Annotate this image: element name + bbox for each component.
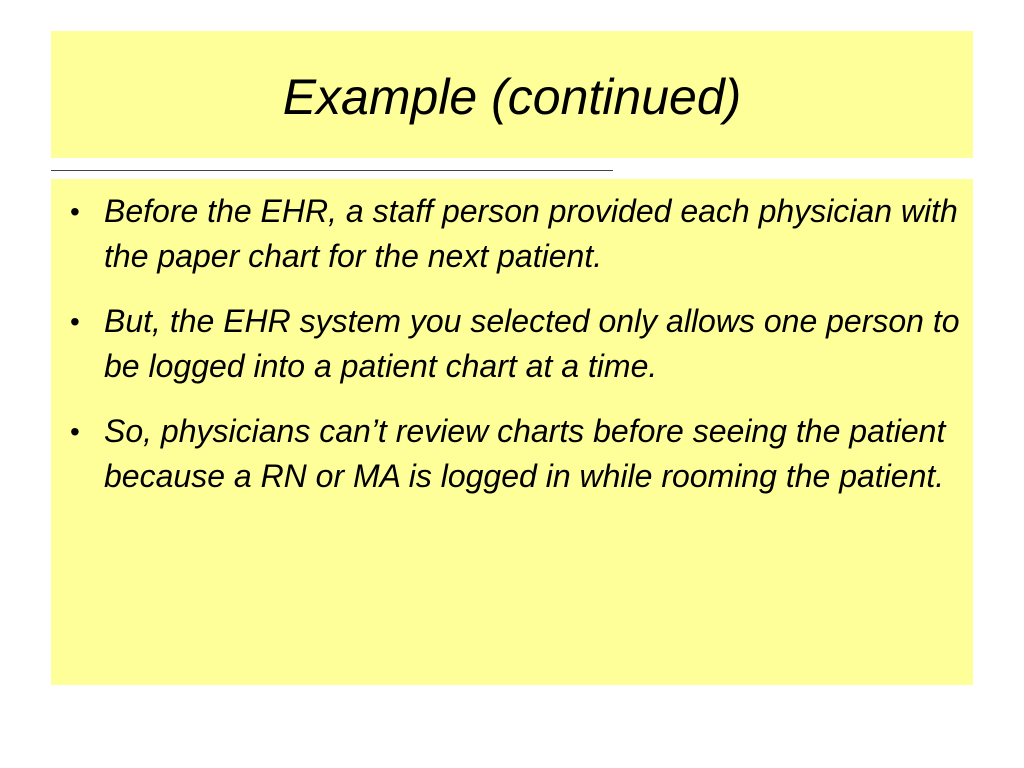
bullet-icon: • [70,306,80,337]
bullet-item [62,409,962,499]
bullet-icon: • [70,416,80,447]
bullet-icon: • [70,196,80,227]
bullet-text: But, the EHR system you selected only allows one person to be logged into a patient chart at a time. [104,303,960,384]
bullet-text: Before the EHR, a staff person provided each physician with the paper chart for the next patient. [104,193,958,274]
content-box [51,179,973,685]
title-divider [51,170,613,171]
bullet-item [62,189,962,279]
bullet-text: So, physicians can’t review charts before seeing the patient because a RN or MA is logged in while rooming the patient. [104,413,946,494]
slide-title: Example (continued) [282,68,742,125]
bullet-item [62,299,962,389]
title-box [51,31,973,158]
bullet-list [62,189,962,519]
